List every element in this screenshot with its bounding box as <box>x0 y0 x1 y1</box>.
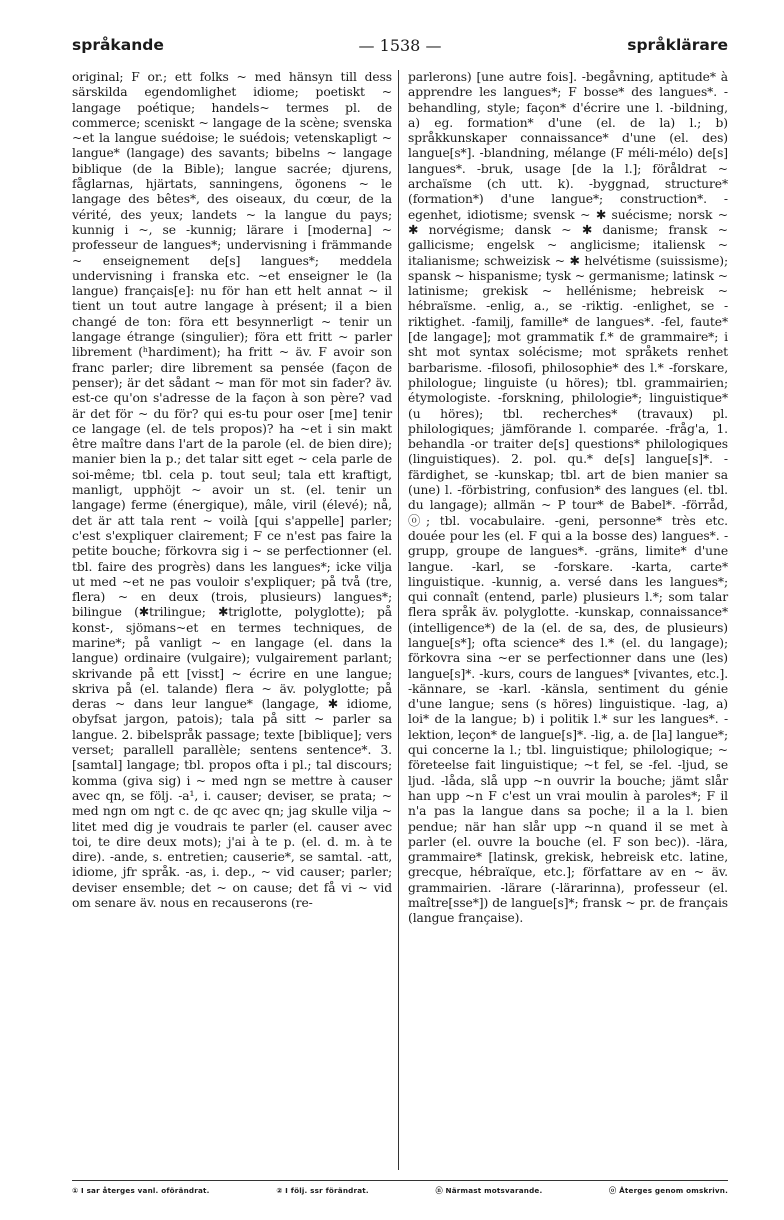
right-column-text: parlerons) [une autre fois]. -begåvning, aptitude* à apprendre les langues*; F bosse* des langues*. -behandling, style; façon* d'écrire une l. -bildning, a) eg. formation* d'une (el. de la) l.; b) språkkunskaper connaissance* d'une (el. des) langue[s*]. -blandning, mélange (F méli-mélo) de[s] langues*. -bruk, usage [de la l.]; föråldrat ~ archaïsme (ch utt. k). -byggnad, structure* (formation*) d'une langue*; construction*. -egenhet, idiotisme; svensk ~ ✱ suécisme; norsk ~ ✱ norvégisme; dansk ~ ✱ danisme; fransk ~ gallicisme; engelsk ~ anglicisme; italiensk ~ italianisme; schweizisk ~ ✱ helvétisme (suissisme); spansk ~ hispanisme; tysk ~ germanisme; latinsk ~ latinisme; grekisk ~ hellénisme; hebreisk ~ hébraïsme. -enlig, a., se -riktig. -enlighet, se -riktighet. -familj, famille* de langues*. -fel, faute* [de langage]; mot grammatik f.* de grammaire*; i sht mot syntax solécisme; mot språkets renhet barbarisme. -filosofi, philosophie* des l.* -forskare, philologue; linguiste (u höres); tbl. grammairien; étymologiste. -forskning, philologie*; linguistique* (u höres); tbl. recherches* (travaux) pl. philologiques; jämförande l. comparée. -fråg'a, 1. behandla -or traiter de[s] questions* philologiques (linguistiques). 2. pol. qu.* de[s] langue[s]*. -färdighet, se -kunskap; tbl. art de bien manier sa (une) l. -förbistring, confusion* des langues (el. tbl. du langage); allmän ~ P tour* de Babel*. -förråd, ⓞ; tbl. vocabulaire. -geni, personne* très etc. douée pour les (el. F qui a la bosse des) langues*. -grupp, groupe de langues*. -gräns, limite* d'une langue. -karl, se -forskare. -karta, carte* linguistique. -kunnig, a. versé dans les langues*; qui connaît (entend, parle) plusieurs l.*; som talar flera språk äv. polyglotte. -kunskap, connaissance* (intelligence*) de la (el. de sa, des, de plusieurs) langue[s*]; ofta science* des l.* (el. du langage); förkovra sina ~er se perfectionner dans une (les) langue[s]*. -kurs, cours de langues* [vivantes, etc.]. -kännare, se -karl. -känsla, sentiment du génie d'une langue; sens (s höres) linguistique. -lag, a) loi* de la langue; b) i politik l.* sur les langues*. -lektion, leçon* de langue[s]*. -lig, a. de [la] langue*; qui concerne la l.; tbl. linguistique; philologique; ~ företeelse fait linguistique; ~t fel, se -fel. -ljud, se ljud. -låda, slå upp ~n ouvrir la bouche; jämt slår han upp ~n F c'est un vrai moulin à paroles*; F il n'a pas la langue dans sa poche; il a la l. bien pendue; när han slår upp ~n quand il se met à parler (el. ouvre la bouche (el. F son bec)). -lära, grammaire* [latinsk, grekisk, hebreisk etc. latine, grecque, hébraïque, etc.]; författare av en ~ äv. grammairien. -lärare (-lärarinna), professeur (el. maître[sse*]) de langue[s]*; fransk ~ pr. de français (langue française). <box>408 70 728 926</box>
dictionary-columns <box>72 70 728 1170</box>
page-header <box>72 36 728 64</box>
left-column-text: original; F or.; ett folks ~ med hänsyn till dess särskilda egendomlighet idiome; poetiskt ~ langage poétique; handels~ termes pl. de commerce; sceniskt ~ langage de la scène; svenska ~et la langue suédoise; le suédois; vetenskapligt ~ langue* (langage) des savants; bibelns ~ langage biblique (de la Bible); langue sacrée; djurens, fåglarnas, hjärtats, sanningens, ögonens ~ le langage des bêtes*, des oiseaux, du cœur, de la vérité, des yeux; landets ~ la langue du pays; kunnig i ~, se -kunnig; lärare i [moderna] ~ professeur de langues*; undervisning i främmande ~ enseignement de[s] langues*; meddela undervisning i franska etc. ~et enseigner le (la langue) français[e]: nu för han ett helt annat ~ il tient un tout autre langage à présent; il a bien changé de ton: föra ett besynnerligt ~ tenir un langage étrange (singulier); föra ett fritt ~ parler librement (ʰhardiment); ha fritt ~ äv. F avoir son franc parler; dire librement sa pensée (façon de penser); är det sådant ~ man för mot sin fader? äv. est-ce qu'on s'adresse de la façon à son père? vad är det för ~ du för? qui es-tu pour oser [me] tenir ce langage (el. de tels propos)? ha ~et i sin makt être maître dans l'art de la parole (el. de bien dire); manier bien la p.; det talar sitt eget ~ cela parle de soi-même; tbl. cela p. tout seul; tala ett kraftigt, manligt, upphöjt ~ avoir un st. (el. tenir un langage) ferme (énergique), mâle, viril (élevé); nå, det är att tala rent ~ voilà [qui s'appelle] parler; c'est s'expliquer clairement; F ce n'est pas faire la petite bouche; förkovra sig i ~ se perfectionner (el. tbl. faire des progrès) dans les langues*; icke vilja ut med ~et ne pas vouloir s'expliquer; på två (tre, flera) ~ en deux (trois, plusieurs) langues*; bilingue (✱trilingue; ✱triglotte, polyglotte); på konst-, sjömans~et en termes techniques, de marine*; på vanligt ~ en langage (el. dans la langue) ordinaire (vulgaire); vulgairement parlant; skrivande på ett [visst] ~ écrire en une langue; skriva på (el. talande) flera ~ äv. polyglotte; på deras ~ dans leur langue* (langage, ✱ idiome, obyfsat jargon, patois); tala på sitt ~ parler sa langue. 2. bibelspråk passage; texte [biblique]; vers verset; parallell parallèle; sentens sentence*. 3. [samtal] langage; tbl. propos ofta i pl.; tal discours; komma (giva sig) i ~ med ngn se mettre à causer avec qn, se följ. -a¹, i. causer; deviser, se prata; ~ med ngn om ngt c. de qc avec qn; jag skulle vilja ~ litet med dig je voudrais te parler (el. causer avec toi, te dire deux mots); j'ai à te p. (el. d. m. à te dire). -ande, s. entretien; causerie*, se samtal. -att, idiome, jfr språk. -as, i. dep., ~ vid causer; parler; deviser ensemble; det ~ on cause; det få vi ~ vid om senare äv. nous en recauserons (re- <box>72 70 392 911</box>
footer-note-2: ② I följ. ssr förändrat. <box>276 1186 369 1195</box>
header-right-word: språklärare <box>627 36 728 54</box>
footer-note-3: ⓝ Närmast motsvarande. <box>435 1186 543 1195</box>
footer-note-4: ⓞ Återges genom omskrivn. <box>609 1186 728 1195</box>
header-page-number: — 1538 — <box>358 36 442 55</box>
footer-note-1: ① I sar återges vanl. oförändrat. <box>72 1186 210 1195</box>
footer-notes <box>72 1186 728 1196</box>
footer-rule <box>72 1180 728 1181</box>
column-divider <box>398 70 399 1170</box>
header-left-word: språkande <box>72 36 164 54</box>
